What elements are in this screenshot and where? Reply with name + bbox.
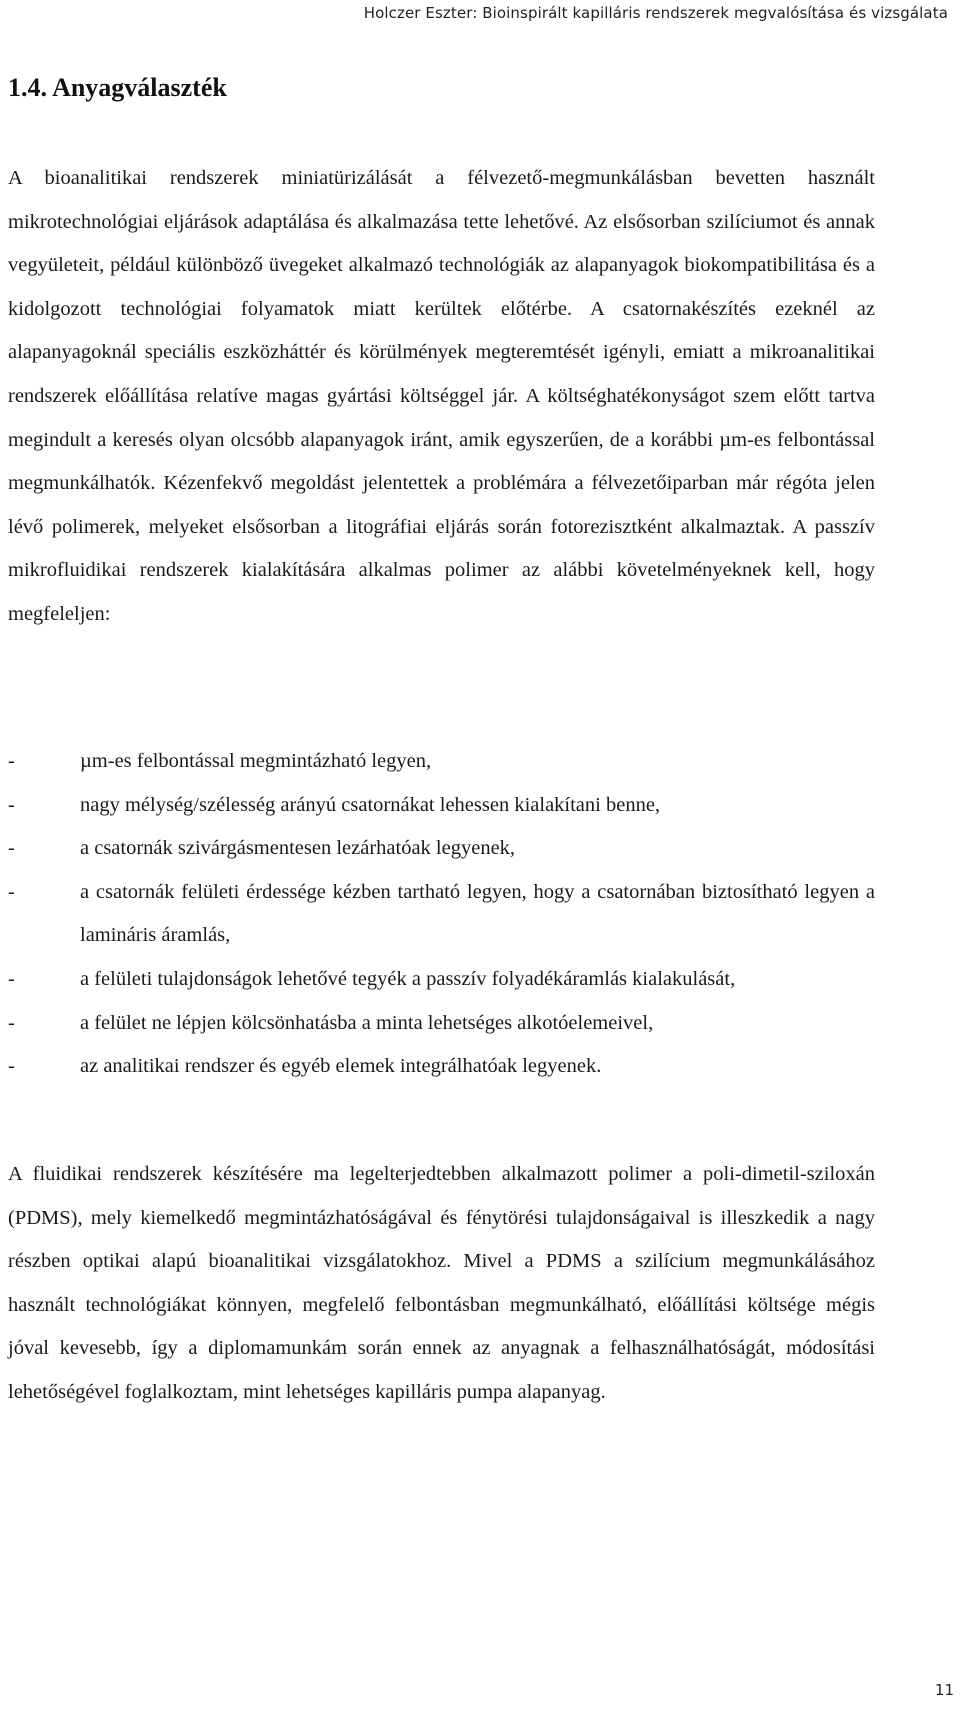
list-item-text: a csatornák felületi érdessége kézben tartható legyen, hogy a csatornában biztosítható legyen a lamináris áramlás, (80, 880, 875, 947)
list-item (8, 871, 875, 958)
list-item (8, 784, 875, 828)
list-bullet: - (8, 793, 15, 816)
list-bullet: - (8, 967, 15, 990)
list-item-text: a felületi tulajdonságok lehetővé tegyék a passzív folyadékáramlás kialakulását, (80, 967, 736, 990)
list-item-text: µm-es felbontással megmintázható legyen, (80, 750, 432, 772)
list-item-text: a csatornák szivárgásmentesen lezárhatóak legyenek, (80, 837, 516, 860)
list-bullet: - (8, 1011, 15, 1034)
section-title: 1.4. Anyagválaszték (8, 73, 227, 102)
list-bullet: - (8, 880, 15, 903)
list-item (8, 1045, 875, 1089)
body-paragraph: A fluidikai rendszerek készítésére ma legelterjedtebben alkalmazott polimer a poli-dimetil-sziloxán (PDMS), mely kiemelkedő megmintázhatóságával és fénytörési tulajdonságaival is illeszkedik a nagy részben optikai alapú bioanalitikai vizsgálatokhoz. Mivel a PDMS a szilícium megmunkálásához használt technológiákat könnyen, megfelelő felbontásban megmunkálható, előállítási költsége mégis jóval kevesebb, így a diplomamunkám során ennek az anyagnak a felhasználhatóságát, módosítási lehetőségével foglalkoztam, mint lehetséges kapilláris pumpa alapanyag. (8, 1163, 875, 1403)
list-item (8, 827, 875, 871)
list-item-text: az analitikai rendszer és egyéb elemek integrálhatóak legyenek. (80, 1055, 602, 1078)
list-bullet: - (8, 837, 15, 860)
list-item-text: nagy mélység/szélesség arányú csatornákat lehessen kialakítani benne, (80, 793, 661, 816)
running-header: Holczer Eszter: Bioinspirált kapilláris rendszerek megvalósítása és vizsgálata (363, 4, 948, 22)
body-paragraph: A bioanalitikai rendszerek miniatürizálását a félvezető-megmunkálásban bevetten használt mikrotechnológiai eljárások adaptálása és alkalmazása tette lehetővé. Az elsősorban szilíciumot és annak vegyületeit, például különböző üvegeket alkalmazó technológiák az alapanyagok biokompatibilitása és a kidolgozott technológiai folyamatok miatt kerültek előtérbe. A csatornakészítés ezeknél az alapanyagoknál speciális eszközháttér és körülmények megteremtését igényli, emiatt a mikroanalitikai rendszerek előállítása relatíve magas gyártási költséggel jár. A költséghatékonyságot szem előtt tartva megindult a keresés olyan olcsóbb alapanyagok iránt, amik egyszerűen, de a korábbi µm-es felbontással megmunkálhatók. Kézenfekvő megoldást jelentettek a problémára a félvezetőiparban már régóta jelen lévő polimerek, melyeket elsősorban a litográfiai eljárás során fotorezisztként alkalmaztak. A passzív mikrofluidikai rendszerek kialakítására alkalmas polimer az alábbi követelményeknek kell, hogy megfeleljen: (8, 167, 875, 625)
list-bullet: - (8, 1055, 15, 1078)
list-item (8, 1002, 875, 1046)
list-bullet: - (8, 750, 15, 772)
requirements-list (8, 740, 875, 1089)
list-item-text: a felület ne lépjen kölcsönhatásba a minta lehetséges alkotóelemeivel, (80, 1011, 654, 1034)
page-number: 11 (934, 1681, 954, 1699)
list-item (8, 740, 875, 784)
list-item (8, 958, 875, 1002)
